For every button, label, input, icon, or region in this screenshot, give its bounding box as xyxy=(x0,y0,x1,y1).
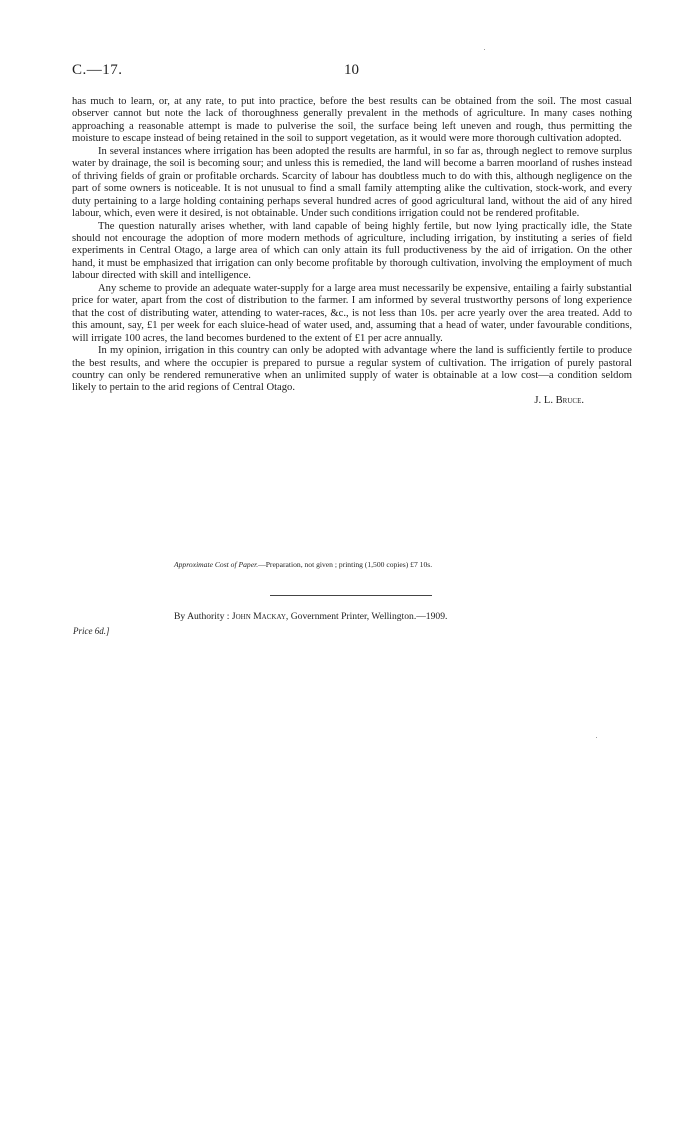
printer-name: John Mackay xyxy=(231,611,286,622)
divider-rule xyxy=(270,595,432,596)
page-number: 10 xyxy=(344,62,359,78)
paragraph-5: In my opinion, irrigation in this country can only be adopted with advantage where the land is sufficiently fertile to produce the best results, and where the occupier is prepared to pursue a regular system of cultivation. The irrigation of purely pastoral country can only be rendered remunerative when an unlimited supply of water is obtainable at a low cost—a condition seldom likely to pertain to the arid regions of Central Otago. xyxy=(72,345,632,394)
imprint-suffix: , Government Printer, Wellington.—1909. xyxy=(285,611,448,622)
page-header xyxy=(72,62,632,84)
paragraph-2: In several instances where irrigation has been adopted the results are harmful, in so far as, through neglect to remove surplus water by drainage, the soil is becoming sour; and unless this is remedied, the land will become a barren moorland of rushes instead of thriving fields of grain or profitable orchards. Scarcity of labour has doubtless much to do with this, although negligence on the part of some owners is noticeable. It is not unusual to find a small family attempting alike the cultivation, stock-work, and every duty pertaining to a large holding containing perhaps several hundred acres of good agricultural land, without the aid of any hired labour, which, even were it desired, is not obtainable. Under such conditions irrigation could not be rendered profitable. xyxy=(72,145,632,220)
signature-line xyxy=(72,395,632,407)
body-text xyxy=(72,96,632,407)
price-note: Price 6d.] xyxy=(73,626,110,636)
scan-speck xyxy=(484,49,485,50)
cost-of-paper-note xyxy=(174,560,554,569)
scan-speck xyxy=(596,737,597,738)
printer-imprint xyxy=(174,611,574,622)
cost-note-text: —Preparation, not given ; printing (1,500 copies) £7 10s. xyxy=(258,560,433,569)
signature: J. L. Bruce. xyxy=(534,394,584,406)
paragraph-3: The question naturally arises whether, with land capable of being highly fertile, but now lying practically idle, the State should not encourage the adoption of more modern methods of agriculture, including irrigation, by instituting a series of field experiments in Central Otago, a large area of which can only attain its full productiveness by the aid of irrigation. On the other hand, it must be emphasized that irrigation can only become profitable by thorough cultivation, involving the employment of much labour directed with skill and intelligence. xyxy=(72,220,632,282)
imprint-prefix: By Authority : xyxy=(174,611,232,622)
document-id: C.—17. xyxy=(72,62,123,78)
cost-note-label: Approximate Cost of Paper. xyxy=(174,560,259,569)
paragraph-4: Any scheme to provide an adequate water-supply for a large area must necessarily be expensive, entailing a fairly substantial price for water, apart from the cost of distribution to the farmer. I am informed by several trustworthy persons of long experience that the cost of distributing water, attending to water-races, &c., is not less than 10s. per acre yearly over the area treated. Add to this amount, say, £1 per week for each sluice-head of water used, and, assuming that a head of water, under favourable conditions, will irrigate 100 acres, the land becomes burdened to the extent of £1 per acre annually. xyxy=(72,282,632,344)
paragraph-1: has much to learn, or, at any rate, to put into practice, before the best results can be obtained from the soil. The most casual observer cannot but note the lack of thoroughness generally prevalent in the methods of agriculture. In many cases nothing approaching a reasonable attempt is made to pulverise the soil, the surface being left uneven and rough, thus permitting the moisture to escape instead of being retained in the soil to support vegetation, as it would were more thorough cultivation adopted. xyxy=(72,96,632,145)
